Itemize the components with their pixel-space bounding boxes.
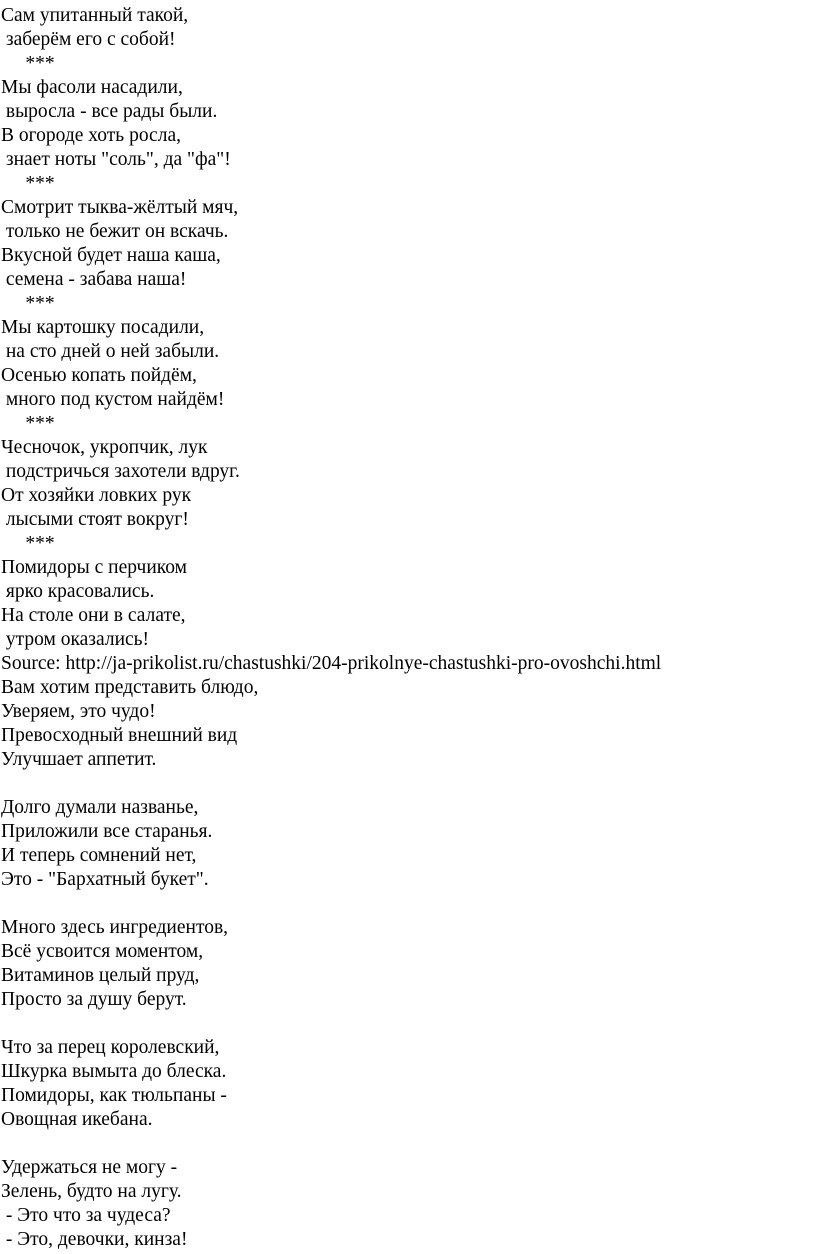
text-line: заберём его с собой! xyxy=(1,29,176,50)
text-line: знает ноты "соль", да "фа"! xyxy=(1,149,231,170)
text-line: Удержаться не могу - xyxy=(1,1157,178,1178)
text-line: Сам упитанный такой, xyxy=(1,5,189,26)
blank-line xyxy=(1,772,813,796)
text-line: Просто за душу берут. xyxy=(1,989,187,1010)
text-line: Улучшает аппетит. xyxy=(1,749,157,770)
text-line: Что за перец королевский, xyxy=(1,1037,220,1058)
stanza-separator: *** xyxy=(1,53,55,74)
text-line: много под кустом найдём! xyxy=(1,389,225,410)
text-line: только не бежит он вскачь. xyxy=(1,221,229,242)
text-line: Вам хотим представить блюдо, xyxy=(1,677,259,698)
text-line: семена - забава наша! xyxy=(1,269,187,290)
source-line: Source: http://ja-prikolist.ru/chastushki/204-prikolnye-chastushki-pro-ovoshchi.html xyxy=(1,653,662,674)
text-line: От хозяйки ловких рук xyxy=(1,485,192,506)
stanza-separator: *** xyxy=(1,413,55,434)
blank-line xyxy=(1,1012,813,1036)
text-line: Уверяем, это чудо! xyxy=(1,701,156,722)
text-line: Помидоры с перчиком xyxy=(1,557,187,578)
text-line: утром оказались! xyxy=(1,629,150,650)
text-line: подстричься захотели вдруг. xyxy=(1,461,240,482)
text-line: Помидоры, как тюльпаны - xyxy=(1,1085,227,1106)
text-line: ярко красовались. xyxy=(1,581,155,602)
text-line: Смотрит тыква-жёлтый мяч, xyxy=(1,197,239,218)
text-line: Овощная икебана. xyxy=(1,1109,153,1130)
text-line: выросла - все рады были. xyxy=(1,101,218,122)
text-line: Много здесь ингредиентов, xyxy=(1,917,229,938)
stanza-separator: *** xyxy=(1,173,55,194)
text-line: Мы картошку посадили, xyxy=(1,317,205,338)
stanza-separator: *** xyxy=(1,533,55,554)
text-line: - Это что за чудеса? xyxy=(1,1205,171,1226)
text-line: Приложили все старанья. xyxy=(1,821,213,842)
text-line: Шкурка вымыта до блеска. xyxy=(1,1061,227,1082)
text-line: на сто дней о ней забыли. xyxy=(1,341,220,362)
text-line: Всё усвоится моментом, xyxy=(1,941,204,962)
text-line: В огороде хоть росла, xyxy=(1,125,181,146)
text-line: И теперь сомнений нет, xyxy=(1,845,197,866)
text-line: лысыми стоят вокруг! xyxy=(1,509,189,530)
text-line: Осенью копать пойдём, xyxy=(1,365,197,386)
text-line: Долго думали названье, xyxy=(1,797,199,818)
text-line: Витаминов целый пруд, xyxy=(1,965,200,986)
text-line: Это - "Бархатный букет". xyxy=(1,869,209,890)
text-line: На столе они в салате, xyxy=(1,605,186,626)
text-line: Мы фасоли насадили, xyxy=(1,77,183,98)
text-line: Превосходный внешний вид xyxy=(1,725,238,746)
text-line: Зелень, будто на лугу. xyxy=(1,1181,182,1202)
blank-line xyxy=(1,892,813,916)
document-body xyxy=(1,4,813,1252)
stanza-separator: *** xyxy=(1,293,55,314)
blank-line xyxy=(1,1132,813,1156)
text-line: Чесночок, укропчик, лук xyxy=(1,437,208,458)
text-line: Вкусной будет наша каша, xyxy=(1,245,221,266)
text-line: - Это, девочки, кинза! xyxy=(1,1229,188,1250)
